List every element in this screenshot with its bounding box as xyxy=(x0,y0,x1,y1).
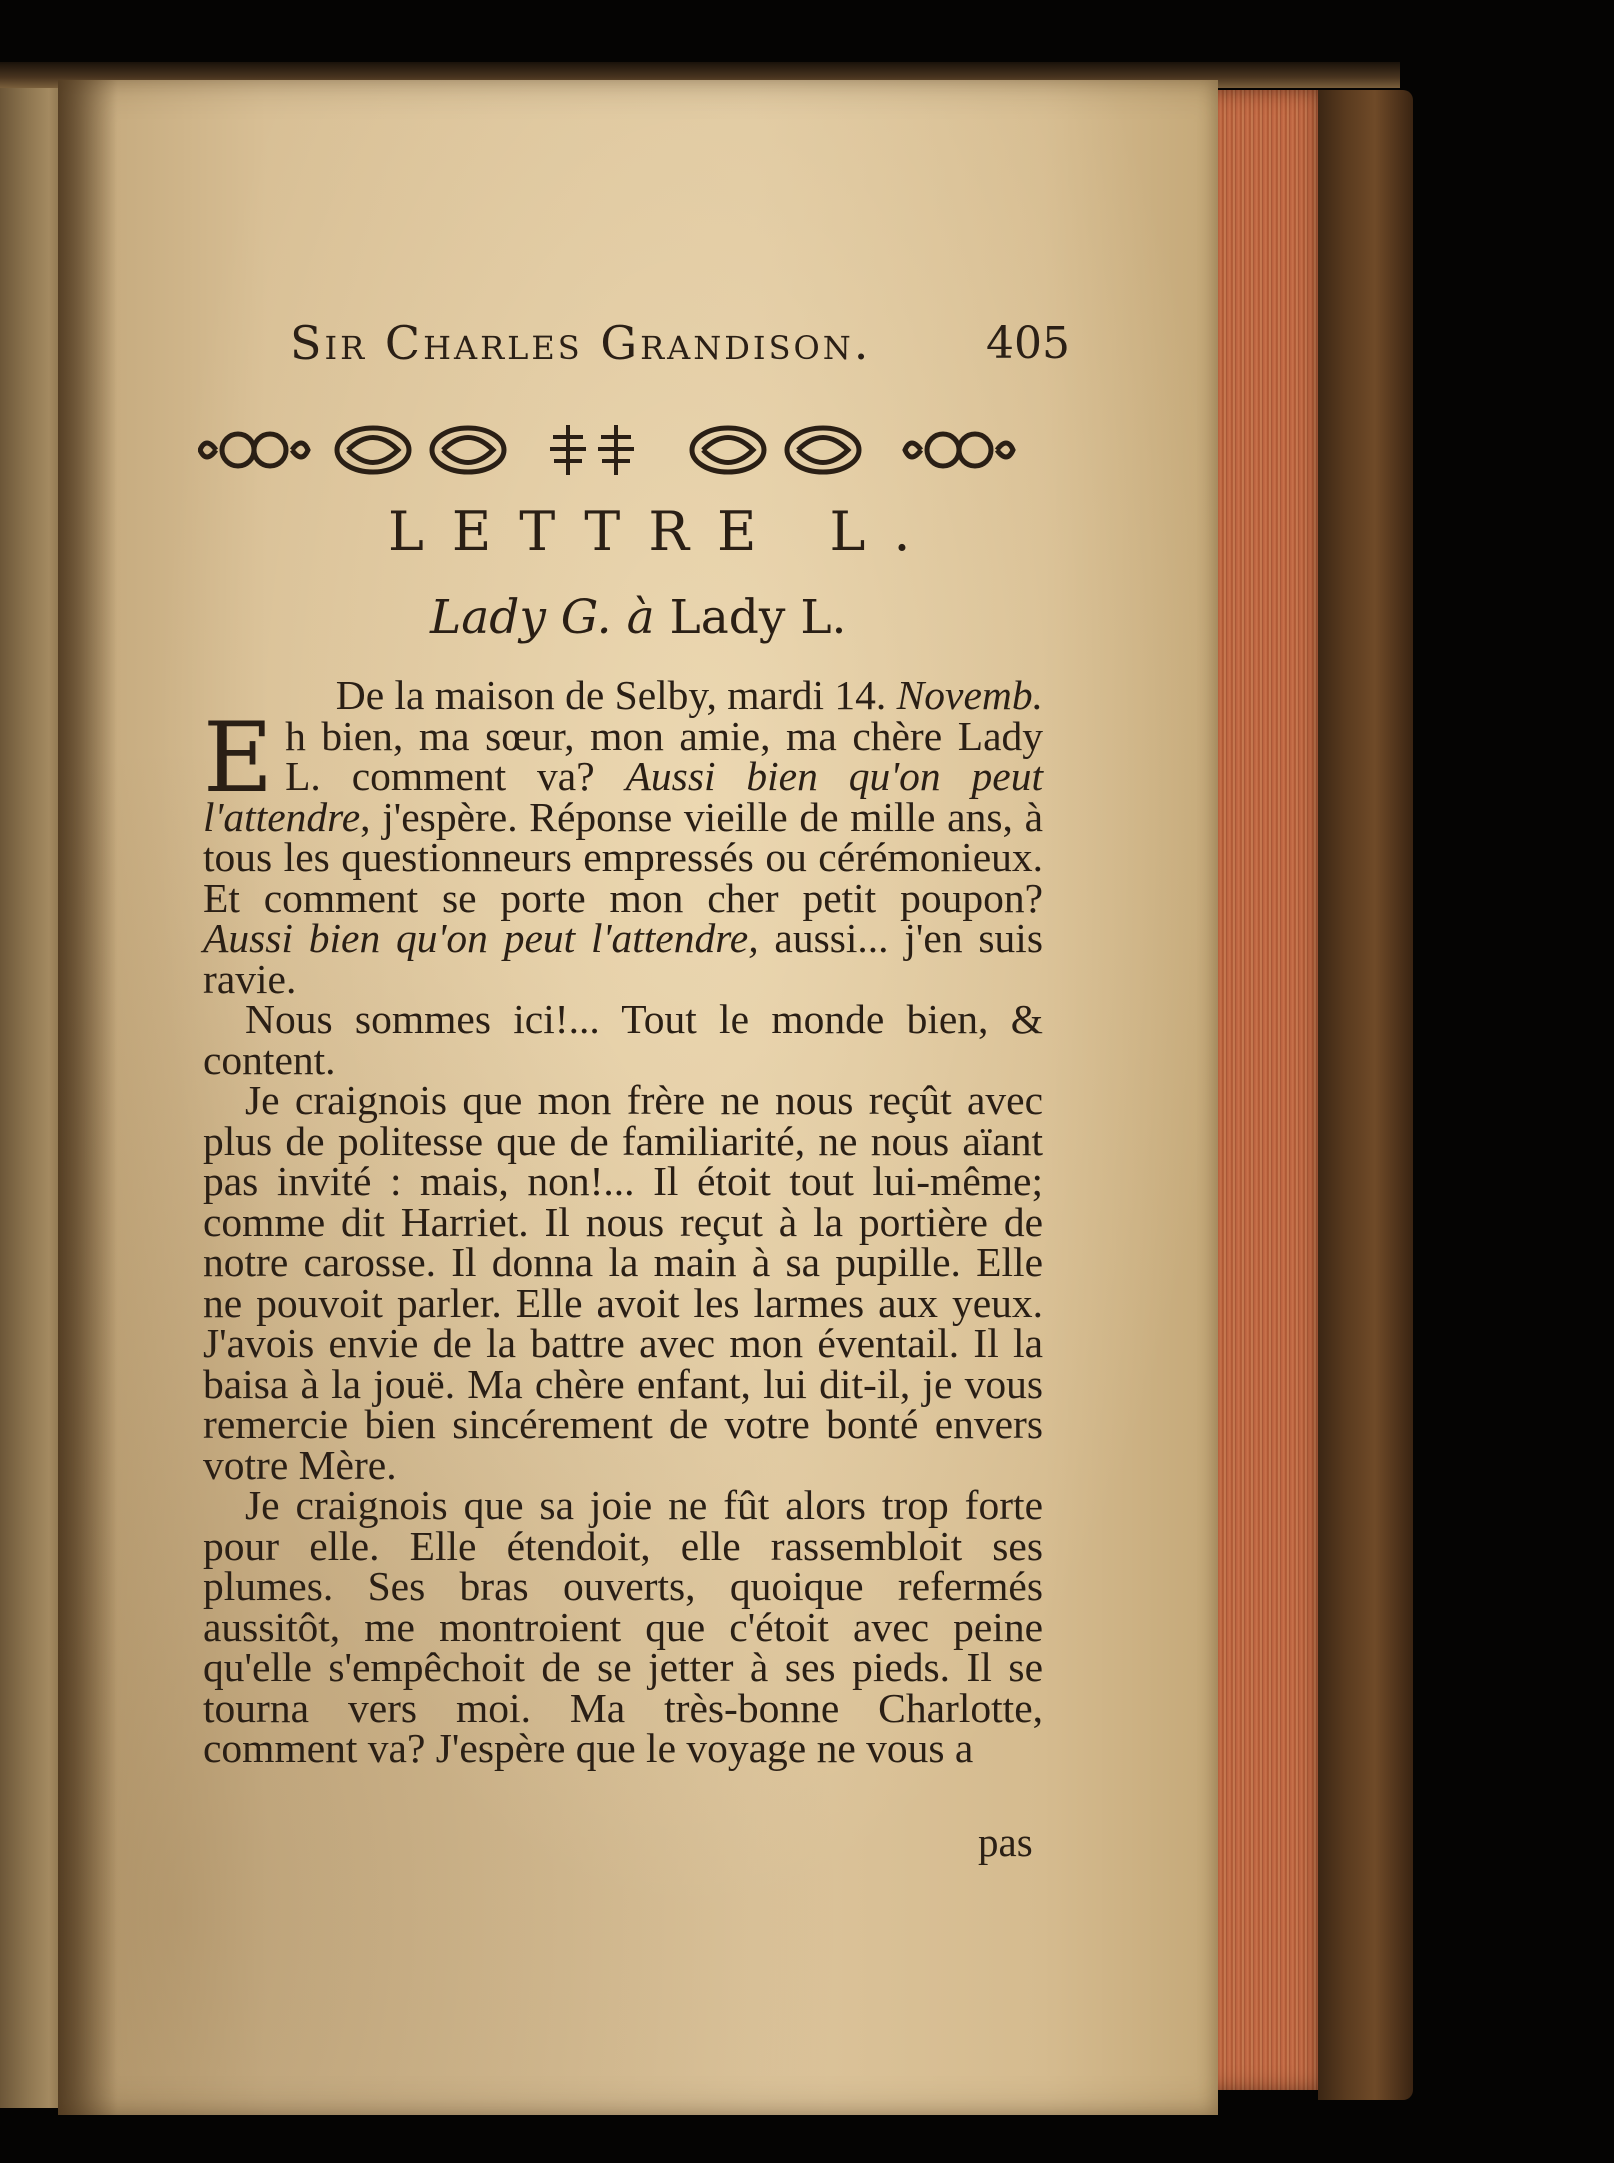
gutter-shadow xyxy=(58,80,118,2115)
dateline xyxy=(203,672,1043,718)
ornament-knot-1 xyxy=(337,428,409,472)
paragraph-3: Je craignois que mon frère ne nous reçût avec plus de politesse que de familiarité, ne nous aïant pas invité : mais, non!... Il étoit tout lui-même; comme dit Harriet. Il nous reçut à la portière de notre carosse. Il donna la main à sa pupille. Elle ne pouvoit parler. Elle avoit les larmes aux yeux. J'avois envie de la battre avec mon éventail. Il la baisa à la jouë. Ma chère enfant, lui dit-il, je vous remercie bien sincérement de votre bonté envers votre Mère. xyxy=(203,1077,1043,1488)
salutation-to: Lady L. xyxy=(669,590,847,645)
p1-italic-2: Aussi bien qu'on peut l'attendre, xyxy=(203,915,759,961)
ornament-scroll-right xyxy=(905,434,1013,466)
running-head xyxy=(290,316,1070,376)
body-text xyxy=(203,672,1043,1771)
ornament-fleuron-pair xyxy=(550,425,634,475)
paragraph-1 xyxy=(203,701,1043,1002)
p1-italic-1: Aussi bien qu'on peut l'attendre xyxy=(203,753,1043,840)
book-cover xyxy=(1318,90,1413,2100)
dateline-prefix: De la maison de Selby, mardi 14. xyxy=(335,672,897,718)
ornament-knot-4 xyxy=(787,428,859,472)
page-number: 405 xyxy=(986,318,1070,369)
page-stack-edges xyxy=(1200,90,1320,2090)
letter-heading: LETTRE L. xyxy=(388,500,939,563)
paragraph-2: Nous sommes ici!... Tout le monde bien, & content. xyxy=(203,996,1043,1083)
p1-text-a: h bien, ma sœur, mon amie, ma chère Lady L. comment va? xyxy=(285,712,1043,799)
p1-text-b: , j'espère. Réponse vieille de mille ans, à tous les questionneurs empressés ou cérémonieux. Et comment se porte mon cher petit poupon? xyxy=(203,793,1043,921)
p1-text-c: aussi... j'en suis ravie. xyxy=(203,915,1043,1002)
ornament-scroll-left xyxy=(200,434,308,466)
book-page xyxy=(58,80,1218,2115)
letter-salutation xyxy=(430,590,847,645)
ornament-knot-3 xyxy=(692,428,764,472)
running-head-title: Sir Charles Grandison. xyxy=(290,316,872,370)
dateline-month: Novemb. xyxy=(896,672,1043,718)
catchword: pas xyxy=(978,1819,1033,1865)
salutation-from: Lady G. xyxy=(430,590,612,645)
drop-cap: E xyxy=(203,701,274,814)
paragraph-4: Je craignois que sa joie ne fût alors trop forte pour elle. Elle étendoit, elle rassembloit ses plumes. Ses bras ouverts, quoique refermés aussitôt, me montroient que c'étoit avec peine qu'elle s'empêchoit de se jetter à ses pieds. Il se tourna vers moi. Ma très-bonne Charlotte, comment va? J'espère que le voyage ne vous a xyxy=(203,1482,1043,1771)
salutation-mid: à xyxy=(611,590,670,645)
ornament-knot-2 xyxy=(432,428,504,472)
ornament-band xyxy=(198,415,1098,485)
